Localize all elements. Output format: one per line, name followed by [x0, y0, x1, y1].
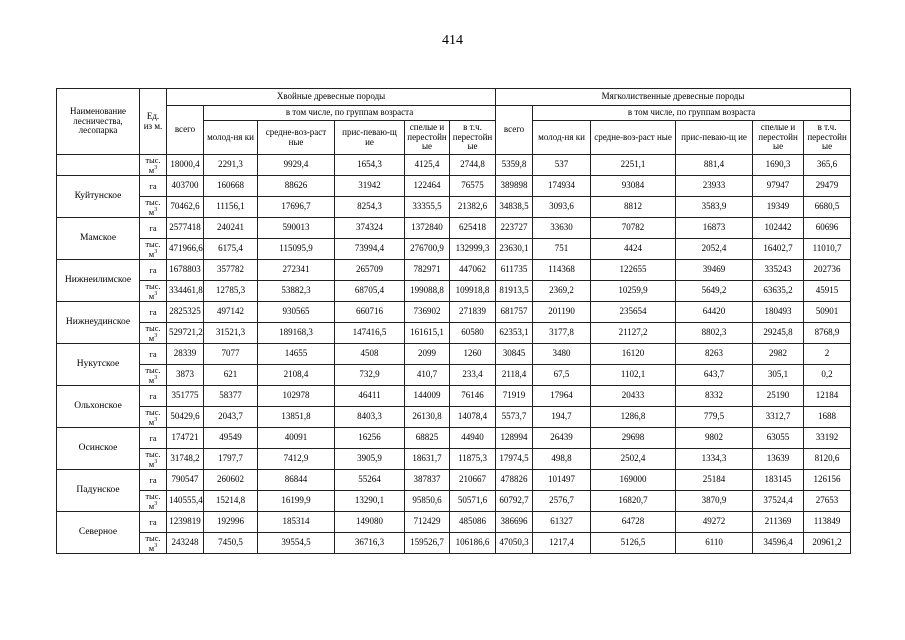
table-cell: 529721,2 — [167, 323, 204, 344]
table-row — [57, 428, 851, 449]
unit-cell: тыс. $м^3$ — [140, 323, 167, 344]
table-row — [57, 512, 851, 533]
table-cell: 779,5 — [676, 407, 753, 428]
table-cell: 26439 — [533, 428, 591, 449]
forestry-name: Падунское — [57, 470, 140, 512]
table-cell: 497142 — [204, 302, 258, 323]
table-cell: 590013 — [258, 218, 335, 239]
table-cell: 4508 — [335, 344, 405, 365]
table-cell: 101497 — [533, 470, 591, 491]
unit-cell: тыс. $м^3$ — [140, 449, 167, 470]
table-cell: 233,4 — [450, 365, 496, 386]
table-row — [57, 344, 851, 365]
table-cell: 64728 — [591, 512, 676, 533]
table-cell: 20961,2 — [804, 533, 851, 554]
table-cell: 29245,8 — [753, 323, 804, 344]
table-cell: 185314 — [258, 512, 335, 533]
table-cell: 1690,3 — [753, 155, 804, 176]
table-cell: 16873 — [676, 218, 753, 239]
table-cell: 410,7 — [405, 365, 450, 386]
table-cell: 334461,8 — [167, 281, 204, 302]
table-cell: 63055 — [753, 428, 804, 449]
table-cell: 15214,8 — [204, 491, 258, 512]
table-cell: 2052,4 — [676, 239, 753, 260]
table-cell: 23630,1 — [496, 239, 533, 260]
table-cell: 6175,4 — [204, 239, 258, 260]
table-cell: 199088,8 — [405, 281, 450, 302]
unit-cell: га — [140, 470, 167, 491]
table-row — [57, 218, 851, 239]
table-cell: 194,7 — [533, 407, 591, 428]
forest-stock-table — [56, 88, 851, 554]
table-cell: 13639 — [753, 449, 804, 470]
table-row — [57, 197, 851, 218]
table-cell: 33630 — [533, 218, 591, 239]
header-conifer-middle: средне-воз-раст ные — [258, 121, 335, 155]
table-cell: 790547 — [167, 470, 204, 491]
header-conifer-group: Хвойные древесные породы — [167, 89, 496, 106]
header-conifer-total: всего — [167, 106, 204, 155]
table-cell: 782971 — [405, 260, 450, 281]
forestry-name: Мамское — [57, 218, 140, 260]
table-cell: 27653 — [804, 491, 851, 512]
table-cell: 50429,6 — [167, 407, 204, 428]
table-cell: 10259,9 — [591, 281, 676, 302]
table-cell: 447062 — [450, 260, 496, 281]
forestry-name: Нукутское — [57, 344, 140, 386]
forestry-name: Северное — [57, 512, 140, 554]
table-cell: 2369,2 — [533, 281, 591, 302]
table-cell: 31521,3 — [204, 323, 258, 344]
header-conifer-young: молод-ня ки — [204, 121, 258, 155]
table-cell: 102978 — [258, 386, 335, 407]
table-cell: 2251,1 — [591, 155, 676, 176]
table-cell: 1239819 — [167, 512, 204, 533]
table-cell: 68705,4 — [335, 281, 405, 302]
table-cell: 67,5 — [533, 365, 591, 386]
table-cell: 29698 — [591, 428, 676, 449]
table-cell: 8263 — [676, 344, 753, 365]
table-cell: 53882,3 — [258, 281, 335, 302]
unit-cell: тыс. $м^3$ — [140, 155, 167, 176]
table-cell: 8812 — [591, 197, 676, 218]
table-cell: 2982 — [753, 344, 804, 365]
table-cell: 351775 — [167, 386, 204, 407]
forestry-name: Нижнеилимское — [57, 260, 140, 302]
unit-cell: га — [140, 428, 167, 449]
header-soft-overmature: в т.ч. перестойн ые — [804, 121, 851, 155]
table-cell: 13290,1 — [335, 491, 405, 512]
table-row — [57, 302, 851, 323]
table-cell: 17964 — [533, 386, 591, 407]
unit-cell: тыс. $м^3$ — [140, 407, 167, 428]
table-cell: 37524,4 — [753, 491, 804, 512]
header-soft-group: Мягколиственные древесные породы — [496, 89, 851, 106]
table-cell: 335243 — [753, 260, 804, 281]
table-cell: 71919 — [496, 386, 533, 407]
table-cell: 235654 — [591, 302, 676, 323]
table-cell: 149080 — [335, 512, 405, 533]
table-cell: 174934 — [533, 176, 591, 197]
table-cell: 1286,8 — [591, 407, 676, 428]
unit-cell: га — [140, 260, 167, 281]
header-soft-mature: спелые и перестойн ые — [753, 121, 804, 155]
table-row — [57, 491, 851, 512]
table-cell: 3177,8 — [533, 323, 591, 344]
table-cell: 46411 — [335, 386, 405, 407]
table-cell: 140555,4 — [167, 491, 204, 512]
forestry-name: Осинское — [57, 428, 140, 470]
table-cell: 2744,8 — [450, 155, 496, 176]
table-cell: 6680,5 — [804, 197, 851, 218]
table-cell: 60580 — [450, 323, 496, 344]
table-cell: 8802,3 — [676, 323, 753, 344]
table-cell: 12184 — [804, 386, 851, 407]
table-cell: 36716,3 — [335, 533, 405, 554]
table-cell: 20433 — [591, 386, 676, 407]
table-row — [57, 323, 851, 344]
table-cell: 113849 — [804, 512, 851, 533]
unit-cell: тыс. $м^3$ — [140, 365, 167, 386]
table-cell: 3870,9 — [676, 491, 753, 512]
table-row — [57, 239, 851, 260]
page-number: 414 — [442, 33, 463, 48]
table-cell: 86844 — [258, 470, 335, 491]
table-cell: 2825325 — [167, 302, 204, 323]
table-cell: 26130,8 — [405, 407, 450, 428]
table-cell: 34838,5 — [496, 197, 533, 218]
table-cell: 374324 — [335, 218, 405, 239]
table-cell: 64420 — [676, 302, 753, 323]
table-cell: 660716 — [335, 302, 405, 323]
table-cell: 29479 — [804, 176, 851, 197]
table-cell: 2108,4 — [258, 365, 335, 386]
table-cell: 14655 — [258, 344, 335, 365]
table-cell: 2576,7 — [533, 491, 591, 512]
table-cell: 201190 — [533, 302, 591, 323]
table-cell: 169000 — [591, 470, 676, 491]
table-cell: 122655 — [591, 260, 676, 281]
table-row — [57, 407, 851, 428]
table-cell: 389898 — [496, 176, 533, 197]
table-cell: 736902 — [405, 302, 450, 323]
table-cell: 50901 — [804, 302, 851, 323]
table-cell — [57, 155, 140, 176]
table-row — [57, 260, 851, 281]
table-cell: 76575 — [450, 176, 496, 197]
table-cell: 161615,1 — [405, 323, 450, 344]
table-row — [57, 155, 851, 176]
table-cell: 183145 — [753, 470, 804, 491]
table-cell: 305,1 — [753, 365, 804, 386]
table-cell: 39554,5 — [258, 533, 335, 554]
table-cell: 3312,7 — [753, 407, 804, 428]
table-cell: 8120,6 — [804, 449, 851, 470]
table-cell: 3093,6 — [533, 197, 591, 218]
table-cell: 16199,9 — [258, 491, 335, 512]
table-cell: 210667 — [450, 470, 496, 491]
table-row — [57, 449, 851, 470]
table-row — [57, 386, 851, 407]
table-cell: 1654,3 — [335, 155, 405, 176]
table-cell: 8768,9 — [804, 323, 851, 344]
table-cell: 147416,5 — [335, 323, 405, 344]
header-unit: Ед. из м. — [140, 89, 167, 155]
table-cell: 16256 — [335, 428, 405, 449]
table-cell: 17974,5 — [496, 449, 533, 470]
header-conifer-premature: прис-певаю-щ ие — [335, 121, 405, 155]
table-cell: 58377 — [204, 386, 258, 407]
table-cell: 60792,7 — [496, 491, 533, 512]
table-cell: 498,8 — [533, 449, 591, 470]
table-cell: 485086 — [450, 512, 496, 533]
header-soft-young: молод-ня ки — [533, 121, 591, 155]
table-cell: 9929,4 — [258, 155, 335, 176]
table-cell: 276700,9 — [405, 239, 450, 260]
table-cell: 243248 — [167, 533, 204, 554]
table-cell: 114368 — [533, 260, 591, 281]
table-cell: 33355,5 — [405, 197, 450, 218]
table-cell: 2502,4 — [591, 449, 676, 470]
table-cell: 2291,3 — [204, 155, 258, 176]
table-cell: 23933 — [676, 176, 753, 197]
table-cell: 272341 — [258, 260, 335, 281]
unit-cell: га — [140, 344, 167, 365]
table-cell: 681757 — [496, 302, 533, 323]
table-cell: 4125,4 — [405, 155, 450, 176]
unit-cell: га — [140, 176, 167, 197]
table-cell: 62353,1 — [496, 323, 533, 344]
table-cell: 14078,4 — [450, 407, 496, 428]
table-cell: 21127,2 — [591, 323, 676, 344]
table-cell: 160668 — [204, 176, 258, 197]
table-cell: 211369 — [753, 512, 804, 533]
table-cell: 17696,7 — [258, 197, 335, 218]
table-cell: 132999,3 — [450, 239, 496, 260]
forestry-name: Куйтунское — [57, 176, 140, 218]
table-cell: 13851,8 — [258, 407, 335, 428]
table-cell: 386696 — [496, 512, 533, 533]
table-cell: 3905,9 — [335, 449, 405, 470]
table-cell: 625418 — [450, 218, 496, 239]
table-cell: 81913,5 — [496, 281, 533, 302]
table-cell: 1102,1 — [591, 365, 676, 386]
table-cell: 21382,6 — [450, 197, 496, 218]
table-cell: 33192 — [804, 428, 851, 449]
table-cell: 4424 — [591, 239, 676, 260]
unit-cell: тыс. $м^3$ — [140, 197, 167, 218]
header-name: Наименование лесничества, лесопарка — [57, 89, 140, 155]
table-cell: 126156 — [804, 470, 851, 491]
table-cell: 471966,6 — [167, 239, 204, 260]
table-row — [57, 365, 851, 386]
unit-cell: тыс. $м^3$ — [140, 491, 167, 512]
table-cell: 68825 — [405, 428, 450, 449]
table-cell: 5649,2 — [676, 281, 753, 302]
table-cell: 11010,7 — [804, 239, 851, 260]
forestry-name: Ольхонское — [57, 386, 140, 428]
table-cell: 3583,9 — [676, 197, 753, 218]
table-cell: 387837 — [405, 470, 450, 491]
table-cell: 260602 — [204, 470, 258, 491]
table-cell: 2118,4 — [496, 365, 533, 386]
table-cell: 202736 — [804, 260, 851, 281]
table-cell: 63635,2 — [753, 281, 804, 302]
forestry-name: Нижнеудинское — [57, 302, 140, 344]
table-cell: 403700 — [167, 176, 204, 197]
table-cell: 365,6 — [804, 155, 851, 176]
table-cell: 1797,7 — [204, 449, 258, 470]
table-cell: 18000,4 — [167, 155, 204, 176]
table-cell: 60696 — [804, 218, 851, 239]
table-cell: 18631,7 — [405, 449, 450, 470]
table-cell: 25184 — [676, 470, 753, 491]
table-cell: 174721 — [167, 428, 204, 449]
table-cell: 128994 — [496, 428, 533, 449]
table-cell: 39469 — [676, 260, 753, 281]
table-cell: 0,2 — [804, 365, 851, 386]
table-cell: 611735 — [496, 260, 533, 281]
table-cell: 8332 — [676, 386, 753, 407]
table-cell: 881,4 — [676, 155, 753, 176]
table-cell: 712429 — [405, 512, 450, 533]
table-cell: 357782 — [204, 260, 258, 281]
table-cell: 144009 — [405, 386, 450, 407]
table-cell: 47050,3 — [496, 533, 533, 554]
unit-cell: га — [140, 512, 167, 533]
header-soft-total: всего — [496, 106, 533, 155]
table-cell: 240241 — [204, 218, 258, 239]
table-cell: 19349 — [753, 197, 804, 218]
table-cell: 5359,8 — [496, 155, 533, 176]
table-cell: 1334,3 — [676, 449, 753, 470]
table-cell: 8403,3 — [335, 407, 405, 428]
table-cell: 31942 — [335, 176, 405, 197]
table-cell: 223727 — [496, 218, 533, 239]
table-cell: 70462,6 — [167, 197, 204, 218]
header-soft-by-age: в том числе, по группам возраста — [533, 106, 851, 121]
table-cell: 45915 — [804, 281, 851, 302]
table-cell: 478826 — [496, 470, 533, 491]
table-cell: 537 — [533, 155, 591, 176]
table-cell: 1678803 — [167, 260, 204, 281]
table-row — [57, 470, 851, 491]
table-cell: 49272 — [676, 512, 753, 533]
table-cell: 31748,2 — [167, 449, 204, 470]
table-cell: 55264 — [335, 470, 405, 491]
table-cell: 95850,6 — [405, 491, 450, 512]
table-cell: 30845 — [496, 344, 533, 365]
unit-cell: тыс. $м^3$ — [140, 281, 167, 302]
unit-cell: га — [140, 218, 167, 239]
table-cell: 25190 — [753, 386, 804, 407]
table-cell: 643,7 — [676, 365, 753, 386]
table-cell: 44940 — [450, 428, 496, 449]
table-cell: 70782 — [591, 218, 676, 239]
table-cell: 180493 — [753, 302, 804, 323]
table-cell: 97947 — [753, 176, 804, 197]
unit-cell: тыс. $м^3$ — [140, 239, 167, 260]
table-cell: 3480 — [533, 344, 591, 365]
table-cell: 2043,7 — [204, 407, 258, 428]
table-cell: 1688 — [804, 407, 851, 428]
table-cell: 621 — [204, 365, 258, 386]
table-cell: 76146 — [450, 386, 496, 407]
table-cell: 88626 — [258, 176, 335, 197]
table-cell: 1372840 — [405, 218, 450, 239]
table-body — [57, 155, 851, 554]
table-cell: 2 — [804, 344, 851, 365]
header-soft-middle: средне-воз-раст ные — [591, 121, 676, 155]
table-cell: 7077 — [204, 344, 258, 365]
table-cell: 28339 — [167, 344, 204, 365]
table-cell: 6110 — [676, 533, 753, 554]
header-conifer-mature: спелые и перестойн ые — [405, 121, 450, 155]
table-cell: 5126,5 — [591, 533, 676, 554]
header-soft-premature: прис-певаю-щ ие — [676, 121, 753, 155]
table-row — [57, 533, 851, 554]
table-cell: 11156,1 — [204, 197, 258, 218]
table-cell: 50571,6 — [450, 491, 496, 512]
table-row — [57, 176, 851, 197]
table-cell: 192996 — [204, 512, 258, 533]
table-cell: 115095,9 — [258, 239, 335, 260]
table-cell: 109918,8 — [450, 281, 496, 302]
table-cell: 106186,6 — [450, 533, 496, 554]
table-cell: 7412,9 — [258, 449, 335, 470]
table-cell: 930565 — [258, 302, 335, 323]
table-cell: 49549 — [204, 428, 258, 449]
table-cell: 8254,3 — [335, 197, 405, 218]
table-cell: 11875,3 — [450, 449, 496, 470]
table-cell: 2099 — [405, 344, 450, 365]
table-cell: 12785,3 — [204, 281, 258, 302]
table-row — [57, 281, 851, 302]
table-cell: 93084 — [591, 176, 676, 197]
table-cell: 1260 — [450, 344, 496, 365]
unit-cell: га — [140, 302, 167, 323]
header-conifer-by-age: в том числе, по группам возраста — [204, 106, 496, 121]
table-cell: 732,9 — [335, 365, 405, 386]
table-cell: 265709 — [335, 260, 405, 281]
table-cell: 40091 — [258, 428, 335, 449]
table-cell: 16120 — [591, 344, 676, 365]
table-cell: 9802 — [676, 428, 753, 449]
table-cell: 3873 — [167, 365, 204, 386]
table-cell: 61327 — [533, 512, 591, 533]
table-cell: 271839 — [450, 302, 496, 323]
table-cell: 1217,4 — [533, 533, 591, 554]
table-cell: 16402,7 — [753, 239, 804, 260]
table-cell: 159526,7 — [405, 533, 450, 554]
table-cell: 189168,3 — [258, 323, 335, 344]
unit-cell: га — [140, 386, 167, 407]
table-cell: 102442 — [753, 218, 804, 239]
table-cell: 34596,4 — [753, 533, 804, 554]
table-cell: 73994,4 — [335, 239, 405, 260]
table-cell: 7450,5 — [204, 533, 258, 554]
table-cell: 751 — [533, 239, 591, 260]
table-cell: 16820,7 — [591, 491, 676, 512]
table-cell: 2577418 — [167, 218, 204, 239]
table-cell: 122464 — [405, 176, 450, 197]
table-cell: 5573,7 — [496, 407, 533, 428]
header-conifer-overmature: в т.ч. перестойн ые — [450, 121, 496, 155]
unit-cell: тыс. $м^3$ — [140, 533, 167, 554]
